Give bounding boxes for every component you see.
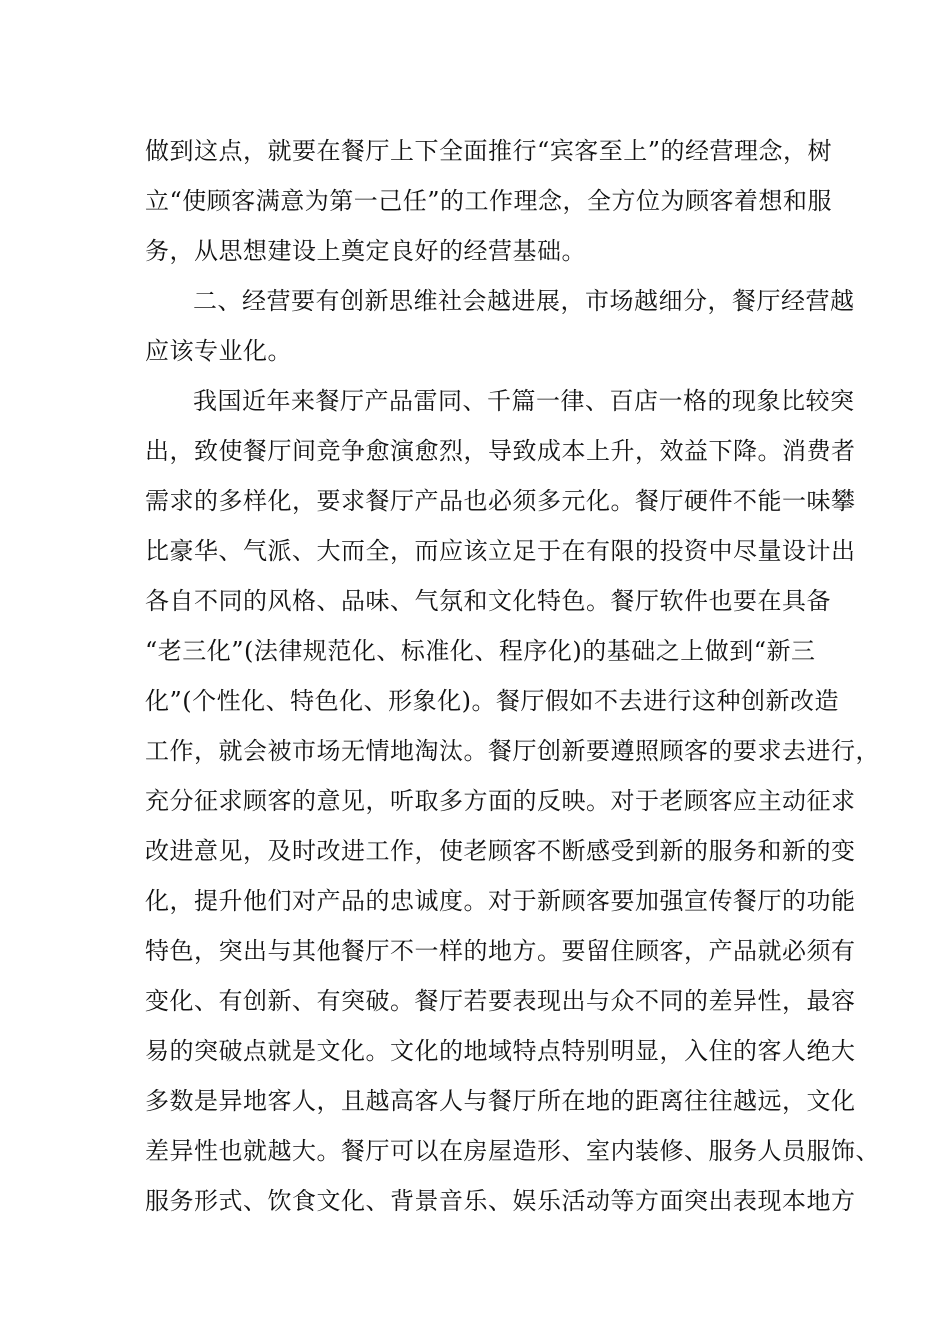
text-line: 做到这点，就要在餐厅上下全面推行“宾客至上”的经营理念，树 (145, 137, 833, 165)
text-line: 工作，就会被市场无情地淘汰。餐厅创新要遵照顾客的要求去进行， (145, 737, 880, 765)
text-line: 多数是异地客人，且越高客人与餐厅所在地的距离往往越远，文化 (145, 1087, 856, 1115)
text-line: 变化、有创新、有突破。餐厅若要表现出与众不同的差异性，最容 (145, 987, 856, 1015)
text-line: 务，从思想建设上奠定良好的经营基础。 (145, 237, 586, 265)
text-line: 改进意见，及时改进工作，使老顾客不断感受到新的服务和新的变 (145, 837, 856, 865)
text-line: 特色，突出与其他餐厅不一样的地方。要留住顾客，产品就必须有 (145, 937, 856, 965)
text-line: 二、经营要有创新思维社会越进展，市场越细分，餐厅经营越 (193, 287, 855, 315)
text-line: 易的突破点就是文化。文化的地域特点特别明显，入住的客人绝大 (145, 1037, 856, 1065)
text-line: 我国近年来餐厅产品雷同、千篇一律、百店一格的现象比较突 (193, 387, 855, 415)
text-line: “老三化”(法律规范化、标准化、程序化)的基础之上做到“新三 (145, 637, 816, 665)
text-line: 充分征求顾客的意见，听取多方面的反映。对于老顾客应主动征求 (145, 787, 856, 815)
text-line: 需求的多样化，要求餐厅产品也必须多元化。餐厅硬件不能一味攀 (145, 487, 856, 515)
text-line: 服务形式、饮食文化、背景音乐、娱乐活动等方面突出表现本地方 (145, 1187, 856, 1215)
text-line: 出，致使餐厅间竞争愈演愈烈，导致成本上升，效益下降。消费者 (145, 437, 856, 465)
text-line: 各自不同的风格、品味、气氛和文化特色。餐厅软件也要在具备 (145, 587, 831, 615)
text-line: 比豪华、气派、大而全，而应该立足于在有限的投资中尽量设计出 (145, 537, 856, 565)
text-line: 化”(个性化、特色化、形象化)。餐厅假如不去进行这种创新改造 (145, 687, 839, 715)
text-line: 化，提升他们对产品的忠诚度。对于新顾客要加强宣传餐厅的功能 (145, 887, 856, 915)
text-line: 应该专业化。 (145, 337, 292, 365)
text-line: 立“使顾客满意为第一己任”的工作理念，全方位为顾客着想和服 (145, 187, 833, 215)
text-line: 差异性也就越大。餐厅可以在房屋造形、室内装修、服务人员服饰、 (145, 1137, 880, 1165)
body-text (145, 126, 880, 1226)
